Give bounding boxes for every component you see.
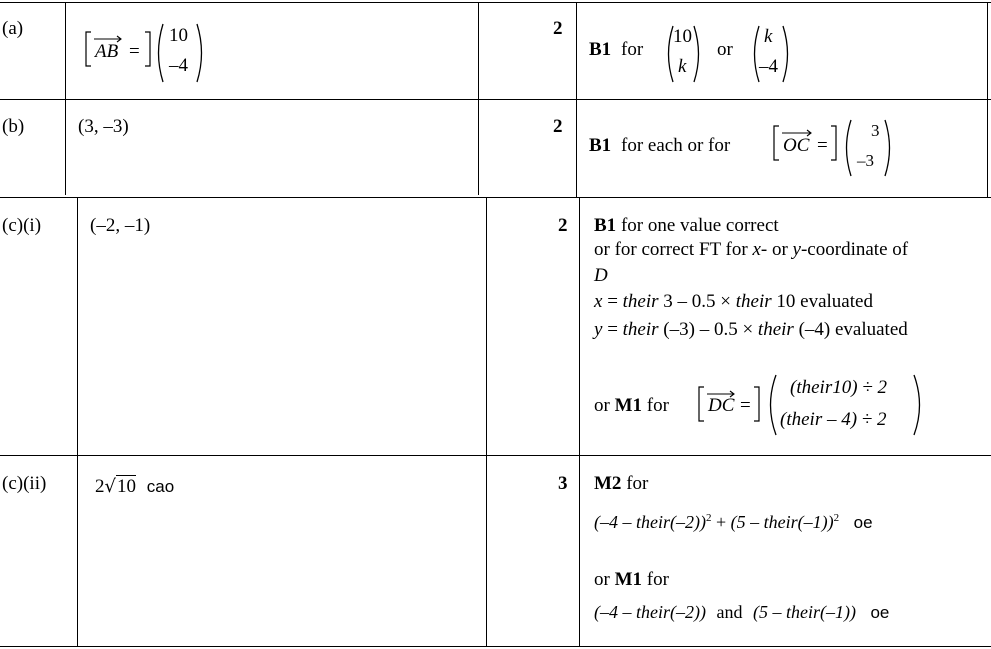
note-text: 3 – 0.5 ×	[658, 291, 736, 312]
note-expression-1	[594, 507, 873, 534]
col-border-2b	[486, 197, 487, 646]
note-var: x	[752, 239, 761, 260]
notes	[594, 215, 986, 450]
vector-name: AB	[95, 41, 119, 62]
note-text: 10 evaluated	[771, 291, 873, 312]
exponent: 2	[705, 512, 712, 524]
oe-label: oe	[870, 603, 890, 622]
note-line-2	[594, 239, 908, 261]
left-paren-icon	[764, 373, 778, 437]
notes-or: or	[717, 39, 733, 60]
vector-name: OC	[783, 135, 810, 156]
exponent: 2	[833, 512, 840, 524]
mark: 3	[558, 473, 568, 494]
col-border-1b	[77, 197, 78, 646]
equals-sign: =	[740, 395, 751, 416]
cao-label: cao	[146, 477, 175, 496]
note-text: for	[642, 395, 669, 416]
note-var: y	[594, 319, 603, 340]
mark-code: B1	[589, 135, 612, 156]
notes	[589, 118, 984, 188]
vector-top: (their10) ÷ 2	[790, 377, 887, 398]
note-line-5	[594, 319, 908, 341]
answer-text: (3, –3)	[78, 116, 129, 137]
vector-top: 3	[871, 121, 880, 140]
row-border-top	[0, 2, 991, 3]
notes	[594, 473, 986, 643]
mark-code: M2	[594, 473, 622, 494]
note-text: for one value correct	[620, 215, 779, 236]
row-border-1	[0, 99, 991, 100]
mark-code: B1	[589, 39, 612, 60]
vector-name: DC	[708, 395, 735, 416]
answer-text: (–2, –1)	[90, 215, 151, 236]
note-text: or	[594, 569, 615, 590]
note-text: -coordinate of	[800, 239, 909, 260]
note-their: their	[757, 319, 794, 340]
vector-bottom: –3	[857, 151, 874, 170]
right-paren-icon	[195, 22, 207, 84]
part-label: (a)	[2, 18, 24, 39]
and-word: and	[716, 602, 743, 622]
vector-bottom: k	[678, 56, 687, 77]
expression: (5 – their(–1))	[730, 512, 834, 532]
part-label: (b)	[2, 116, 25, 137]
equals-sign: =	[817, 135, 828, 156]
answer-surd	[95, 476, 174, 498]
col-border-3a	[576, 2, 577, 197]
vector-bottom: –4	[169, 55, 188, 76]
note-text: =	[602, 291, 623, 312]
mark-code: M1	[614, 395, 643, 416]
vector-bottom: –4	[759, 56, 778, 77]
answer-vector-ab	[85, 22, 225, 84]
note-text: =	[602, 319, 623, 340]
vector-bottom: (their – 4) ÷ 2	[780, 409, 887, 430]
notes-for: for	[621, 39, 644, 60]
note-their: their	[622, 291, 659, 312]
note-text: - or	[760, 239, 793, 260]
notes-text: for each or for	[621, 135, 731, 156]
note-text: or for correct FT for	[594, 239, 753, 260]
vector-top: 10	[673, 26, 692, 47]
note-text: or	[594, 395, 615, 416]
mark: 2	[553, 116, 563, 137]
col-border-1a	[65, 2, 66, 195]
surd-coefficient: 2	[95, 476, 105, 497]
note-text: (–4) evaluated	[793, 319, 908, 340]
note-line-1	[594, 215, 779, 237]
left-paren-icon	[841, 118, 853, 178]
note-line-1	[594, 473, 648, 495]
note-var: y	[792, 239, 801, 260]
vector-top: k	[764, 26, 773, 47]
row-border-2	[0, 197, 991, 198]
right-paren-icon	[692, 24, 704, 84]
right-paren-icon	[883, 118, 895, 178]
row-border-3	[0, 455, 991, 456]
expression: (–4 – their(–2))	[594, 512, 706, 532]
right-paren-icon	[912, 373, 926, 437]
col-border-2a	[478, 2, 479, 195]
vector-top: 10	[169, 25, 188, 46]
note-line-3: D	[594, 265, 608, 286]
part-label: (c)(i)	[2, 215, 42, 236]
mark-code: B1	[594, 215, 617, 236]
note-var: x	[594, 291, 603, 312]
surd-radicand: 10	[116, 476, 136, 497]
note-line-m1	[594, 569, 669, 591]
part-label: (c)(ii)	[2, 473, 47, 494]
note-line-m1	[594, 395, 669, 417]
col-border-3b	[579, 197, 580, 646]
note-their: their	[622, 319, 659, 340]
left-paren-icon	[153, 22, 165, 84]
equals-sign: =	[129, 41, 140, 62]
note-text: for	[642, 569, 669, 590]
oe-label: oe	[853, 513, 873, 532]
mark: 2	[558, 215, 568, 236]
mark-code: M1	[614, 569, 643, 590]
plus-sign: +	[715, 512, 727, 532]
note-text: (–3) – 0.5 ×	[658, 319, 758, 340]
note-expression-2	[594, 601, 889, 624]
expression: (5 – their(–1))	[752, 602, 856, 622]
row-border-bottom	[0, 646, 991, 647]
right-paren-icon	[781, 24, 793, 84]
note-line-4	[594, 291, 873, 313]
expression: (–4 – their(–2))	[594, 602, 706, 622]
sqrt-icon: √	[104, 476, 116, 497]
note-text: for	[626, 473, 649, 494]
col-border-4a	[987, 2, 988, 197]
mark: 2	[553, 18, 563, 39]
notes	[589, 20, 979, 90]
note-their: their	[735, 291, 772, 312]
